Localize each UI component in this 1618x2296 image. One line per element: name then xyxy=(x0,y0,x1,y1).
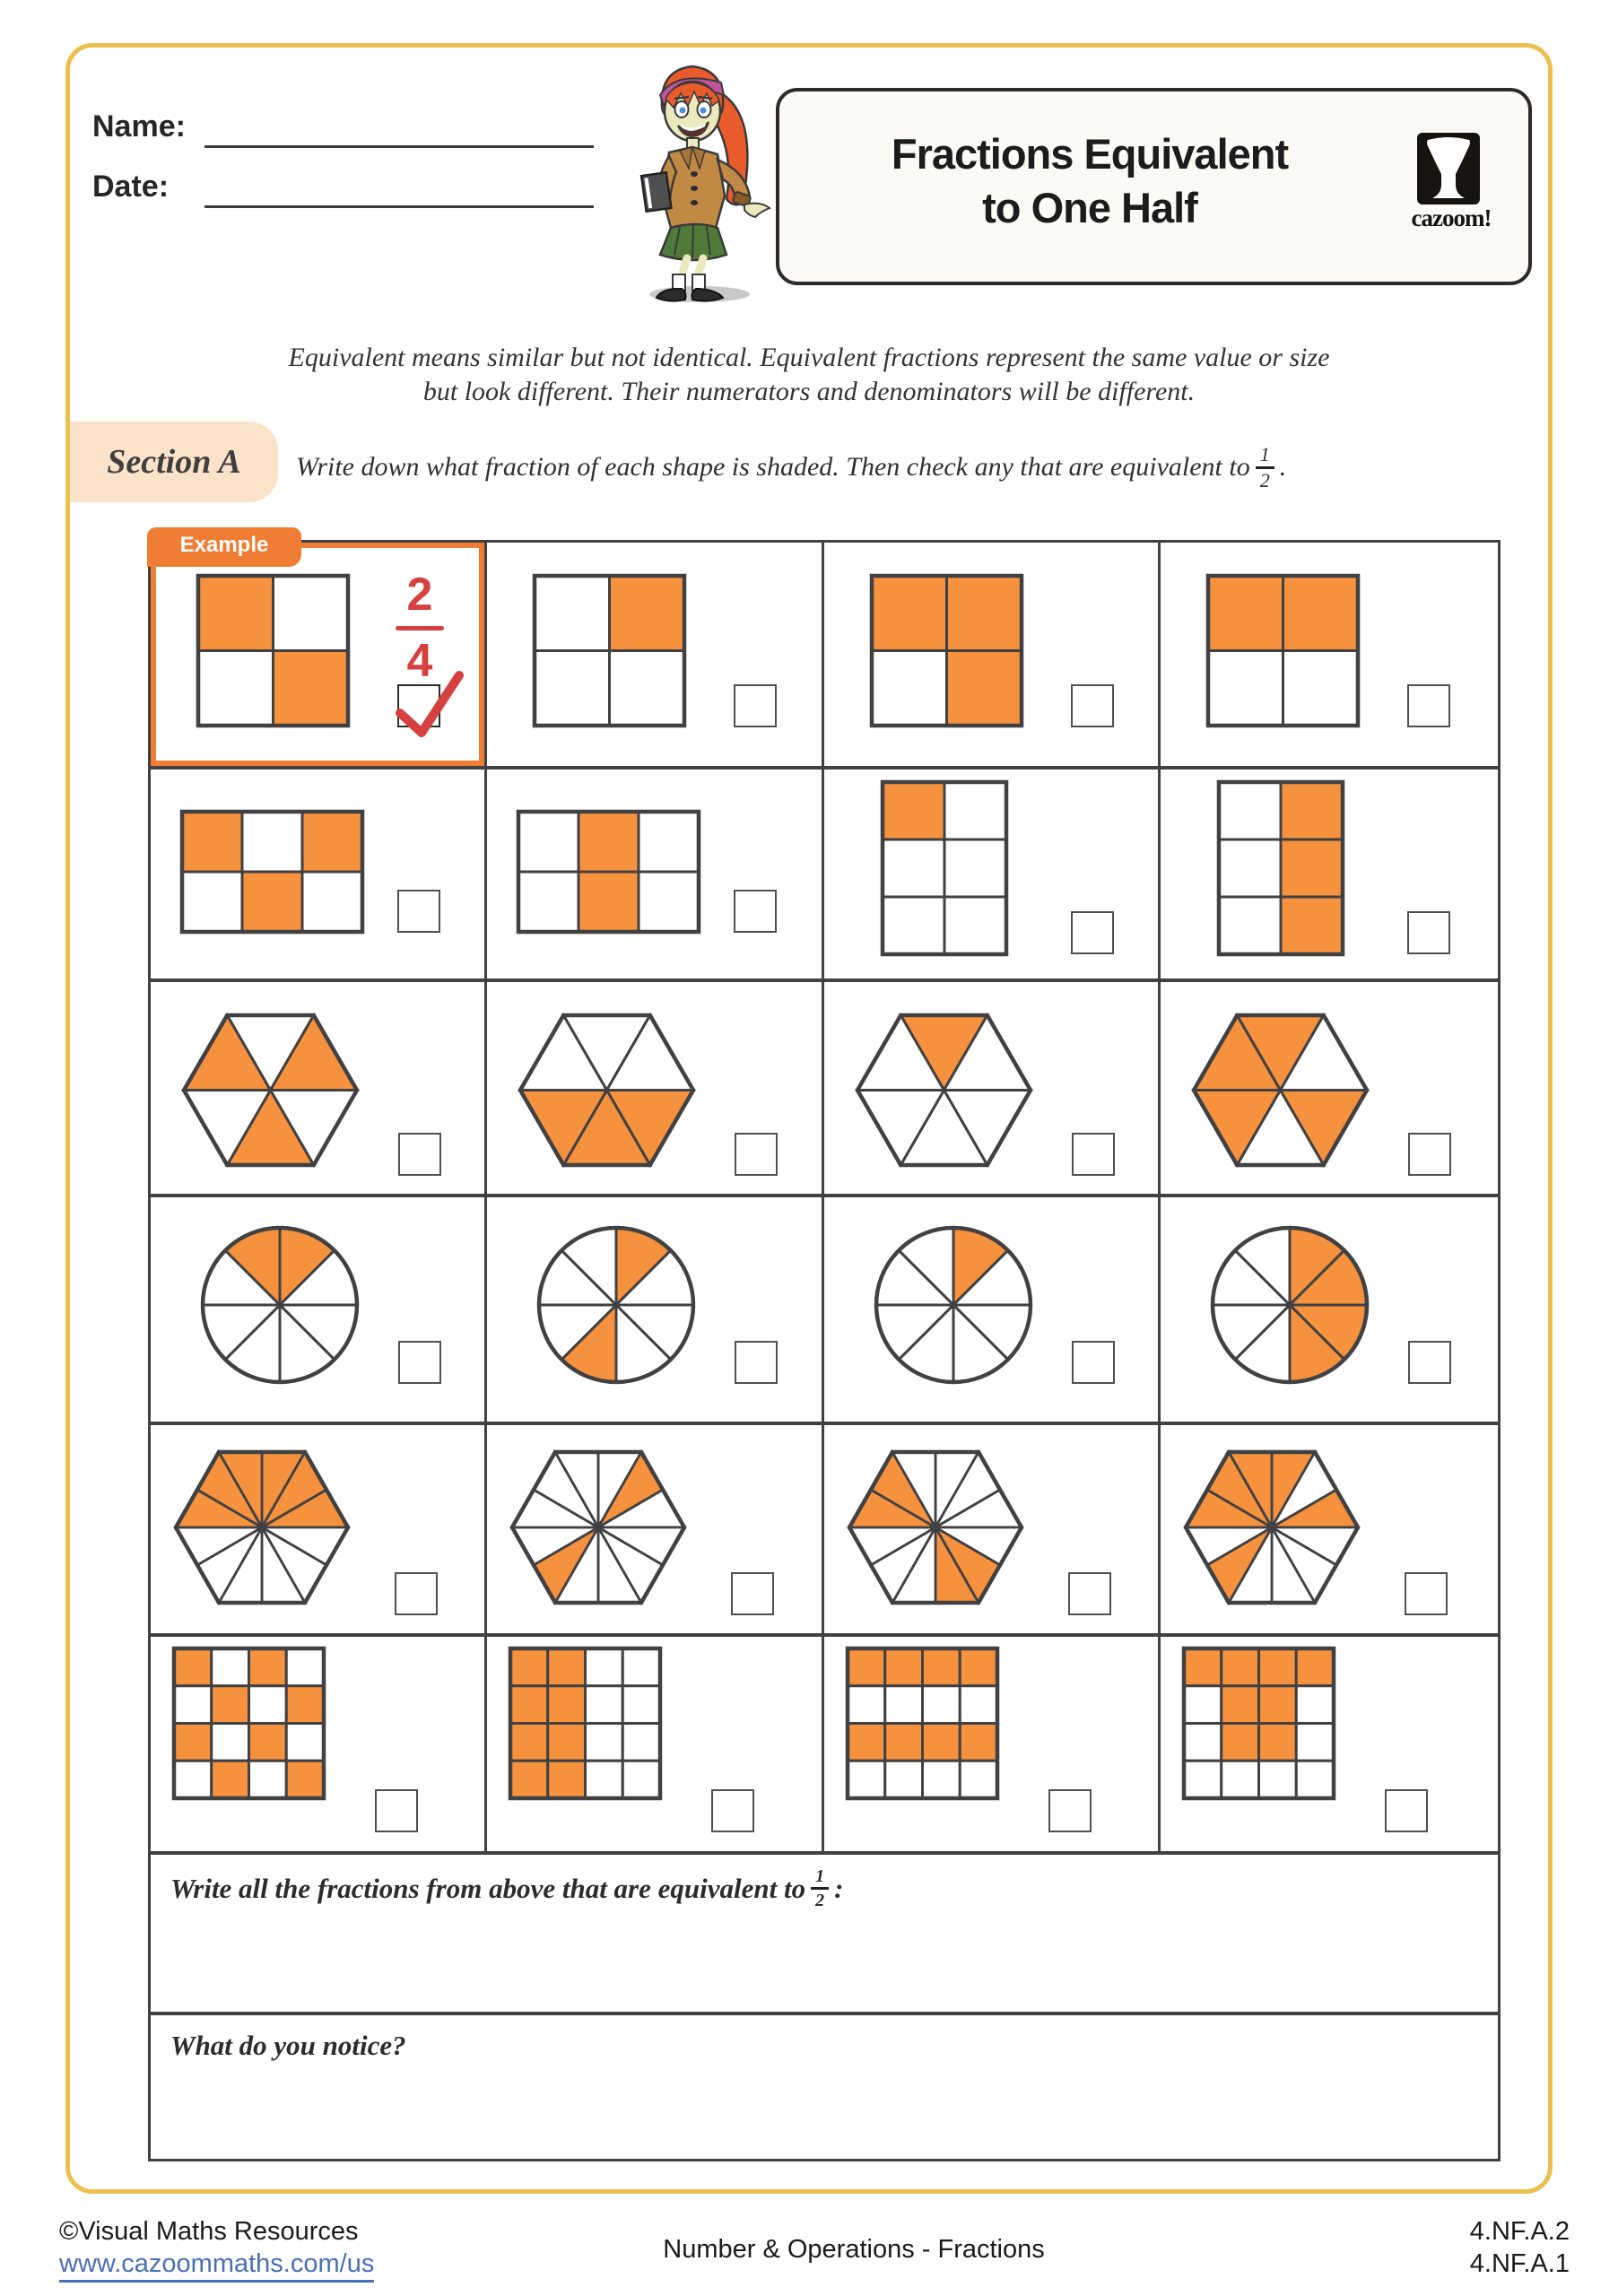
fraction-cell-r3c4 xyxy=(1161,982,1498,1197)
fraction-shape xyxy=(179,809,365,935)
instruction-fraction: $\frac{1}{2}$ xyxy=(1256,445,1274,491)
intro-line2: but look different. Their numerators and denominators will be different. xyxy=(422,377,1196,406)
answer-checkbox[interactable] xyxy=(1072,1133,1115,1176)
fraction-shape xyxy=(200,1225,360,1385)
fraction-cell-r4c2 xyxy=(487,1197,824,1425)
student-mascot-illustration xyxy=(617,59,775,307)
fraction-cell-r5c2 xyxy=(487,1425,824,1637)
website-link[interactable]: www.cazoommaths.com/us xyxy=(59,2249,374,2279)
topic-text: Number & Operations - Fractions xyxy=(663,2235,1045,2264)
fraction-shape xyxy=(532,573,687,728)
fraction-cell-r4c3 xyxy=(824,1197,1161,1425)
answer-checkbox[interactable] xyxy=(1405,1572,1448,1615)
fraction-shape xyxy=(1181,1646,1336,1801)
answer-checkbox[interactable] xyxy=(731,1572,774,1615)
fraction-cell-r2c4 xyxy=(1161,770,1498,982)
answer-checkbox[interactable] xyxy=(1048,1789,1092,1832)
fraction-cell-r3c1 xyxy=(151,982,487,1197)
example-badge: Example xyxy=(147,527,301,567)
fraction-shape xyxy=(845,1646,1000,1801)
checkmark-icon xyxy=(391,670,466,742)
answer-checkbox[interactable] xyxy=(1385,1789,1428,1832)
fraction-cell-r2c3 xyxy=(824,770,1161,982)
fraction-cell-r6c2 xyxy=(487,1637,824,1855)
fraction-cell-r6c3 xyxy=(824,1637,1161,1855)
date-input-line[interactable] xyxy=(204,205,594,208)
answer-checkbox[interactable] xyxy=(1072,1341,1115,1384)
worksheet-title-line1: Fractions Equivalent xyxy=(891,130,1289,178)
fraction-cell-r5c3 xyxy=(824,1425,1161,1637)
fraction-cell-r6c4 xyxy=(1161,1637,1498,1855)
notice-prompt: What do you notice? xyxy=(170,2030,406,2061)
answer-checkbox[interactable] xyxy=(395,1572,438,1615)
fraction-cell-r4c4 xyxy=(1161,1197,1498,1425)
fraction-shape xyxy=(869,573,1024,728)
answer-checkbox[interactable] xyxy=(735,1133,778,1176)
notice-answer-area[interactable] xyxy=(151,2015,1498,2159)
example-fraction: 2 4 xyxy=(395,570,445,686)
fraction-grid xyxy=(148,533,1501,2161)
fraction-cell-r2c2 xyxy=(487,770,824,982)
answer-checkbox[interactable] xyxy=(375,1789,418,1832)
answer-checkbox[interactable] xyxy=(1407,684,1450,727)
section-a-instruction: Write down what fraction of each shape is shaded. Then check any that are equivalent to $\frac{1}{2}$ . xyxy=(296,442,1287,491)
fraction-shape xyxy=(196,573,351,728)
fraction-shape xyxy=(536,1225,696,1385)
date-label: Date: xyxy=(92,170,170,204)
standard-code-2: 4.NF.A.1 xyxy=(1469,2249,1570,2278)
fraction-cell-r5c4 xyxy=(1161,1425,1498,1637)
fraction-cell-r4c1 xyxy=(151,1197,487,1425)
fraction-shape xyxy=(173,1449,351,1605)
section-a-chip xyxy=(70,422,278,502)
fraction-shape xyxy=(847,1449,1024,1605)
fraction-shape xyxy=(171,1646,326,1801)
answer-checkbox[interactable] xyxy=(398,1133,441,1176)
answer-checkbox[interactable] xyxy=(1408,1341,1451,1384)
answer-checkbox[interactable] xyxy=(397,890,440,933)
write-fractions-answer-area[interactable] xyxy=(151,1855,1498,2015)
answer-checkbox[interactable] xyxy=(1071,911,1114,954)
write-fractions-prompt: Write all the fractions from above that are equivalent to $\frac{1}{2}$ : xyxy=(170,1866,844,1910)
fraction-shape xyxy=(880,779,1009,957)
fraction-shape xyxy=(874,1225,1033,1385)
answer-checkbox[interactable] xyxy=(734,890,777,933)
fraction-cell-r1c3 xyxy=(824,543,1161,770)
fraction-shape xyxy=(509,1449,687,1605)
fraction-cell-r1c2 xyxy=(487,543,824,770)
answer-checkbox[interactable] xyxy=(398,1341,441,1384)
fraction-cell-r1c1 xyxy=(151,533,487,770)
prompt-fraction: $\frac{1}{2}$ xyxy=(811,1867,829,1909)
name-input-line[interactable] xyxy=(204,145,594,148)
fraction-cell-r6c1 xyxy=(151,1637,487,1855)
answer-checkbox[interactable] xyxy=(735,1341,778,1384)
fraction-shape xyxy=(1191,1013,1370,1168)
cazoom-logo-icon xyxy=(1417,133,1480,204)
instruction-text: Write down what fraction of each shape is shaded. Then check any that are equivalent to xyxy=(296,452,1250,482)
cazoom-logo-text: cazoom! xyxy=(1411,204,1492,231)
fraction-shape xyxy=(508,1646,663,1801)
answer-checkbox[interactable] xyxy=(734,684,777,727)
fraction-cell-r1c4 xyxy=(1161,543,1498,770)
answer-checkbox[interactable] xyxy=(1071,684,1114,727)
fraction-cell-r2c1 xyxy=(151,770,487,982)
answer-checkbox[interactable] xyxy=(1068,1572,1111,1615)
intro-line1: Equivalent means similar but not identical. Equivalent fractions represent the same value or size xyxy=(288,343,1330,372)
answer-checkbox[interactable] xyxy=(711,1789,754,1832)
credit-text: ©Visual Maths Resources xyxy=(59,2217,359,2246)
answer-checkbox[interactable] xyxy=(1407,911,1450,954)
fraction-shape xyxy=(855,1013,1033,1168)
fraction-shape xyxy=(1210,1225,1370,1385)
fraction-cell-r5c1 xyxy=(151,1425,487,1637)
fraction-shape xyxy=(1183,1449,1361,1605)
section-a-label: Section A xyxy=(107,443,241,481)
fraction-shape xyxy=(518,1013,696,1168)
answer-checkbox[interactable] xyxy=(1408,1133,1451,1176)
standard-code-1: 4.NF.A.2 xyxy=(1469,2217,1570,2246)
worksheet-title-line2: to One Half xyxy=(982,184,1197,231)
fraction-shape xyxy=(516,809,701,935)
fraction-cell-r3c2 xyxy=(487,982,824,1197)
name-label: Name: xyxy=(92,109,186,144)
fraction-shape xyxy=(1216,779,1345,957)
fraction-shape xyxy=(1205,573,1361,728)
fraction-shape xyxy=(181,1013,360,1168)
fraction-cell-r3c3 xyxy=(824,982,1161,1197)
